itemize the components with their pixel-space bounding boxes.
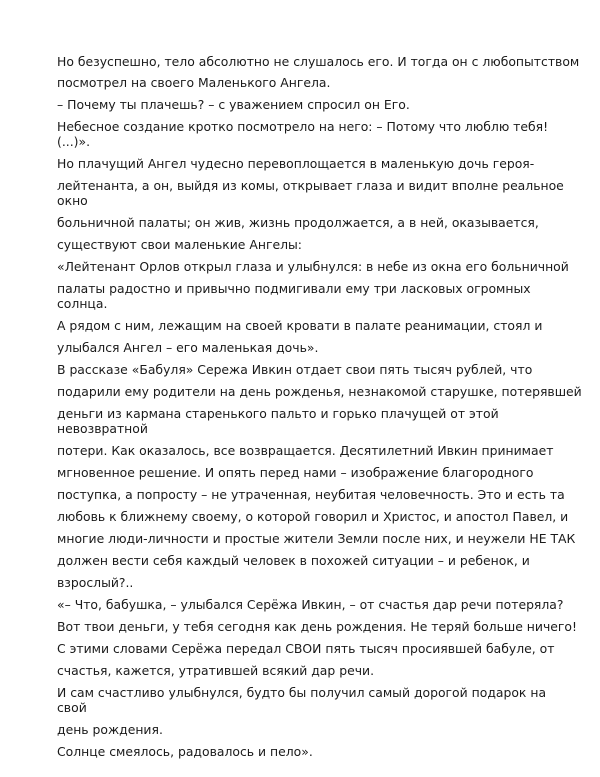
text-line: подарили ему родители на день рожденья, незнакомой старушке, потерявшей [57, 384, 582, 399]
text-line: взрослый?.. [57, 575, 134, 590]
text-line: лейтенанта, а он, выйдя из комы, открывает глаза и видит вполне реальное [57, 178, 564, 193]
text-line: поступка, а попросту – не утраченная, неубитая человечность. Это и есть та [57, 487, 565, 502]
text-line: В рассказе «Бабуля» Сережа Ивкин отдает свои пять тысяч рублей, что [57, 362, 533, 377]
text-line: счастья, кажется, утратившей всякий дар речи. [57, 663, 375, 678]
text-line: посмотрел на своего Маленького Ангела. [57, 75, 331, 90]
text-line: «Лейтенант Орлов открыл глаза и улыбнулся: в небе из окна его больничной [57, 259, 569, 274]
text-line: Но плачущий Ангел чудесно перевоплощается в маленькую дочь героя- [57, 156, 535, 171]
text-line: деньги из кармана старенького пальто и горько плачущей от этой [57, 406, 499, 421]
text-line: улыбался Ангел – его маленькая дочь». [57, 340, 319, 355]
text-line: И сам счастливо улыбнулся, будто бы получил самый дорогой подарок на [57, 685, 547, 700]
text-line: «– Что, бабушка, – улыбался Серёжа Ивкин, – от счастья дар речи потеряла? [57, 597, 564, 612]
text-line: должен вести себя каждый человек в похожей ситуации – и ребенок, и [57, 553, 530, 568]
text-line: невозвратной [57, 421, 148, 436]
text-line: Но безуспешно, тело абсолютно не слушалось его. И тогда он с любопытством [57, 54, 580, 69]
text-line: окно [57, 193, 88, 208]
text-line: день рождения. [57, 722, 163, 737]
text-line: многие люди-личности и простые жители Земли после них, и неужели НЕ ТАК [57, 531, 576, 546]
text-line: Вот твои деньги, у тебя сегодня как день рождения. Не теряй больше ничего! [57, 619, 577, 634]
text-line: больничной палаты; он жив, жизнь продолжается, а в ней, оказывается, [57, 215, 539, 230]
text-line: солнца. [57, 296, 108, 311]
text-line: потери. Как оказалось, все возвращается. Десятилетний Ивкин принимает [57, 443, 554, 458]
text-line: свой [57, 700, 87, 715]
text-line: Солнце смеялось, радовалось и пело». [57, 744, 313, 759]
text-line: – Почему ты плачешь? – с уважением спросил он Его. [57, 97, 410, 112]
text-line: палаты радостно и привычно подмигивали ему три ласковых огромных [57, 281, 531, 296]
text-line: Небесное создание кротко посмотрело на него: – Потому что люблю тебя! [57, 119, 549, 134]
text-line: С этими словами Серёжа передал СВОИ пять тысяч просиявшей бабуле, от [57, 641, 555, 656]
text-line: любовь к ближнему своему, о которой говорил и Христос, и апостол Павел, и [57, 509, 569, 524]
text-line: мгновенное решение. И опять перед нами – изображение благородного [57, 465, 534, 480]
text-line: (...)». [57, 134, 91, 149]
text-line: существуют свои маленькие Ангелы: [57, 237, 302, 252]
text-line: А рядом с ним, лежащим на своей кровати в палате реанимации, стоял и [57, 318, 543, 333]
